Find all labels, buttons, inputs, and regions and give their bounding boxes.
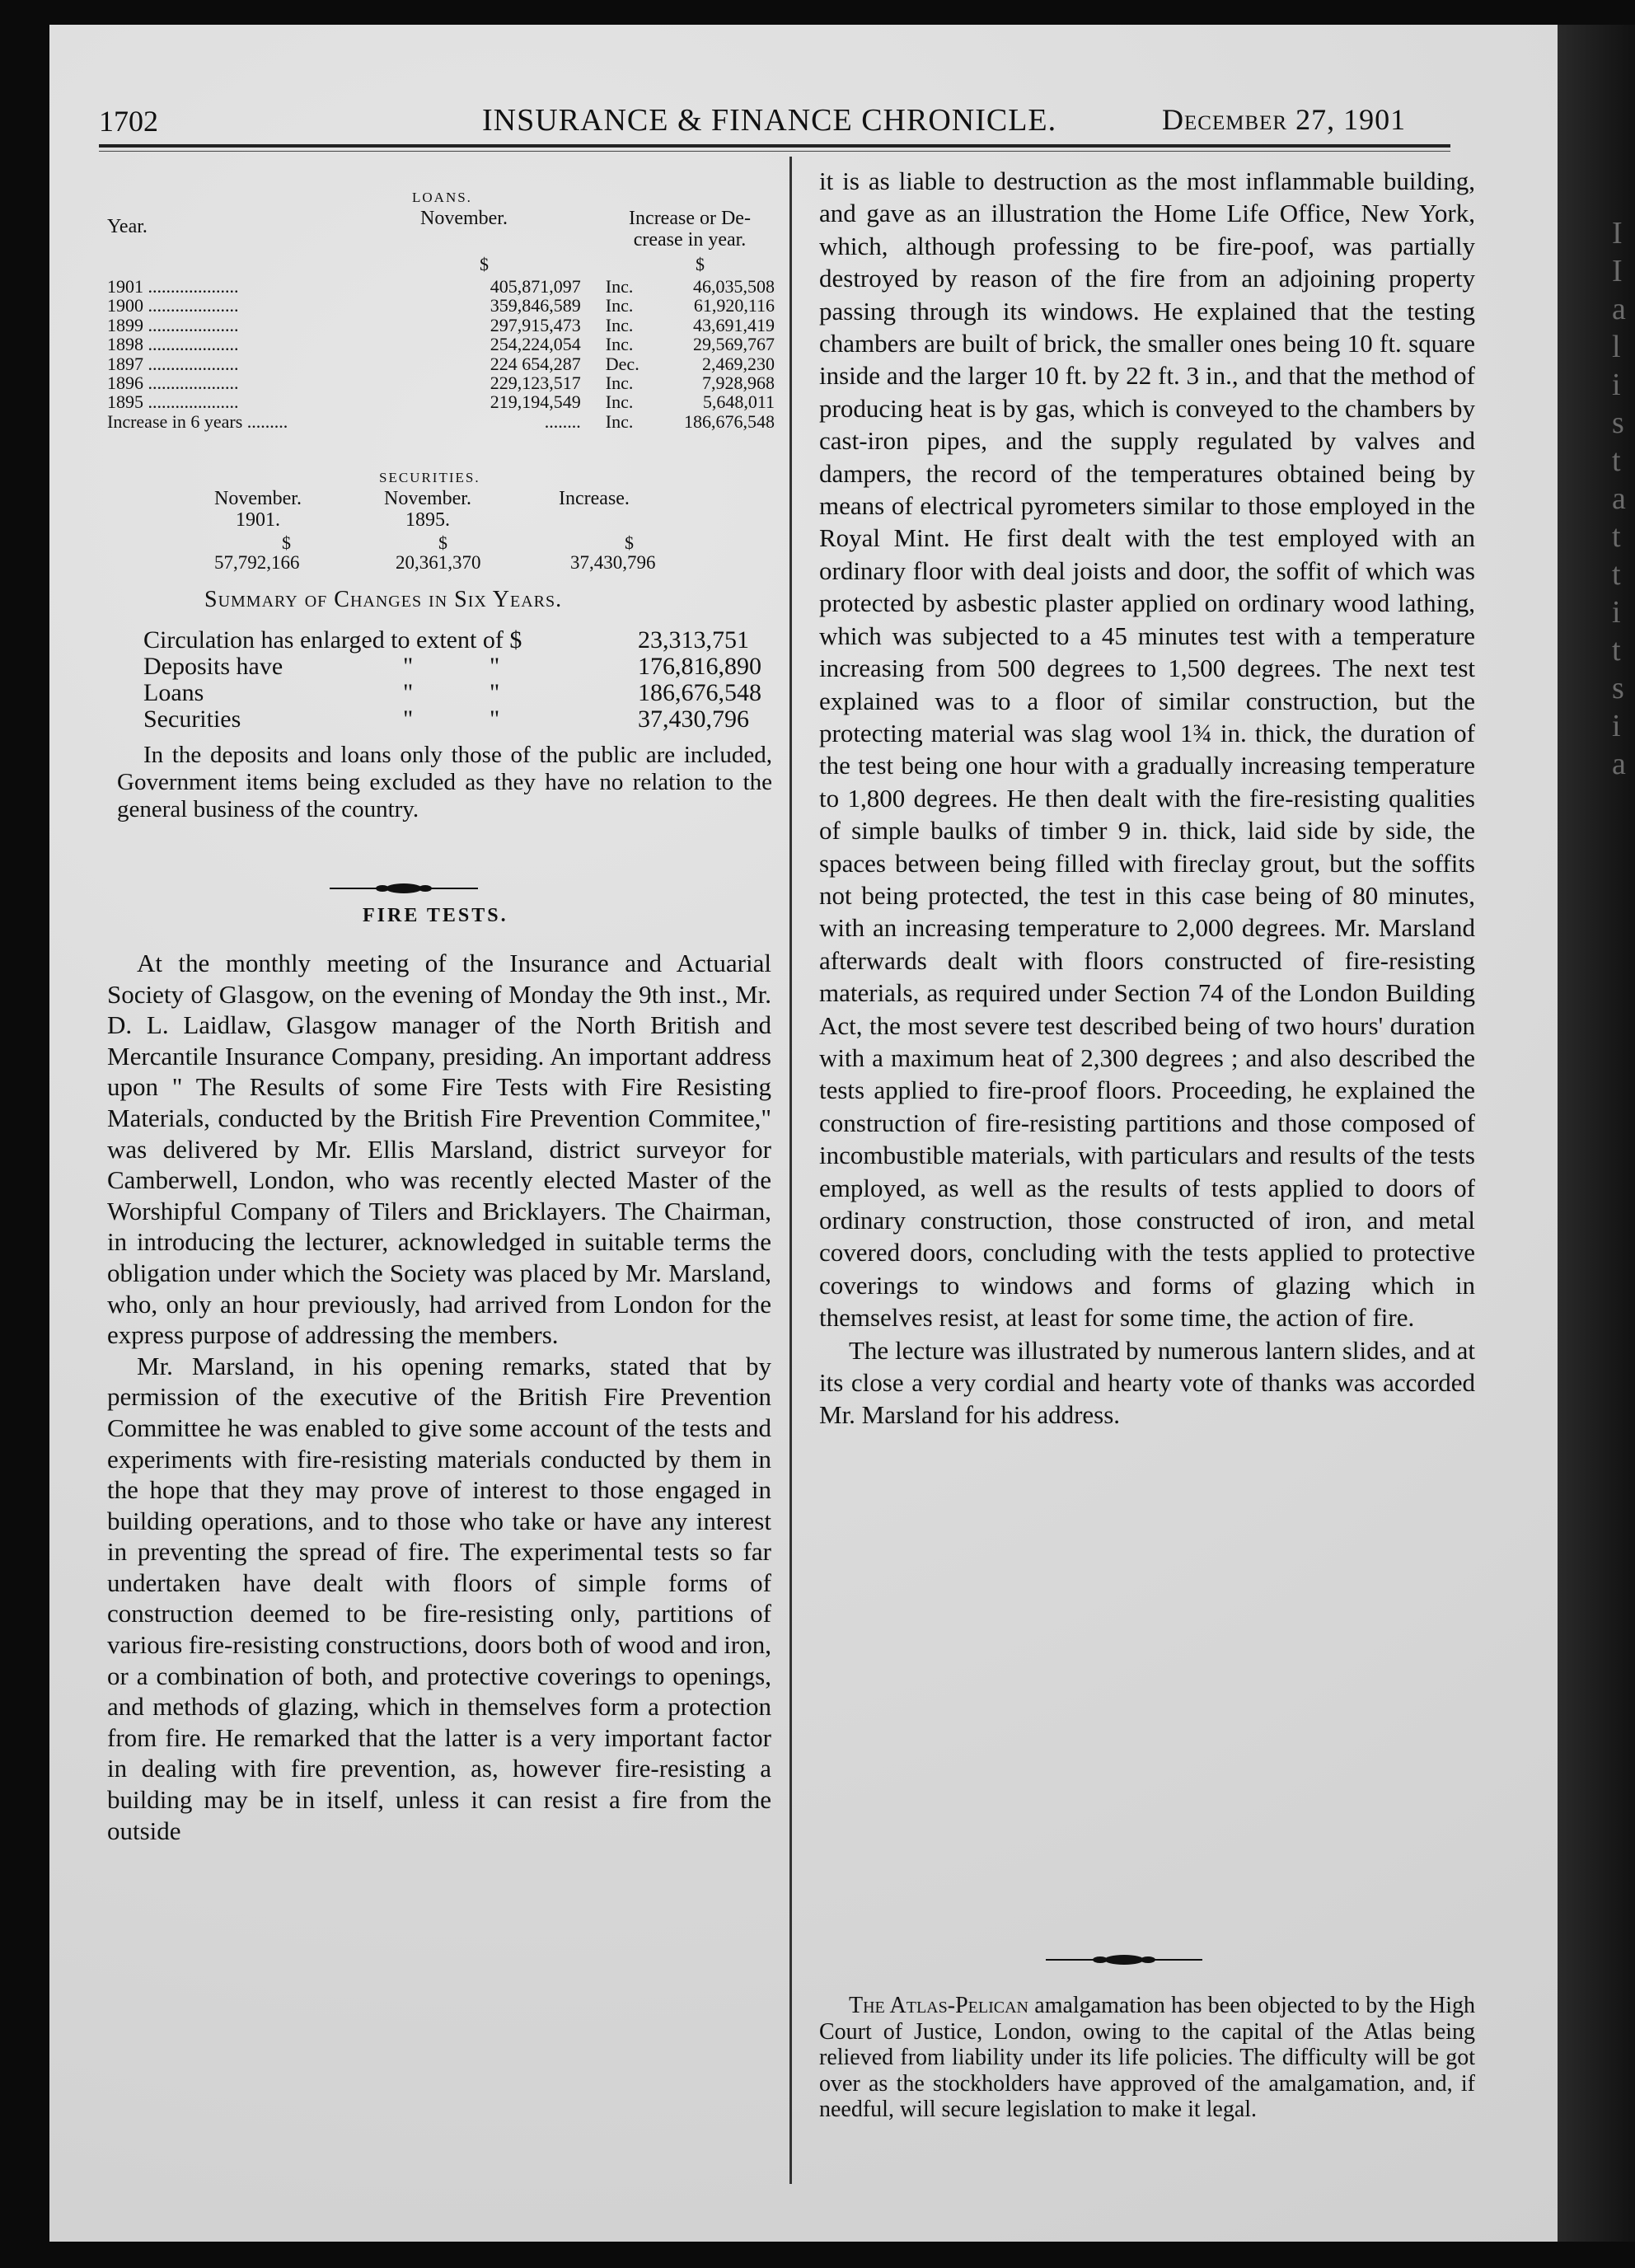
- loans-heading: LOANS.: [412, 190, 472, 205]
- margin-fragment: I: [1612, 216, 1623, 251]
- securities-value-increase: 37,430,796: [570, 552, 656, 573]
- loans-direction: Inc.: [605, 276, 634, 297]
- margin-fragment: I: [1612, 254, 1623, 288]
- securities-col-label: November.: [384, 488, 471, 509]
- margin-fragment: t: [1612, 519, 1621, 554]
- loans-direction: Inc.: [605, 410, 634, 432]
- securities-col-label: November.: [214, 488, 302, 509]
- loans-change: 43,691,419: [693, 314, 775, 335]
- summary-ditto: ": [403, 653, 414, 680]
- summary-value: 23,313,751: [638, 626, 749, 654]
- securities-col-year: 1895.: [405, 509, 450, 531]
- article-paragraph: Mr. Marsland, in his opening remarks, stated that by permission of the executive of the British Fire Prevention Committee he was enabled to give some account of the tests and experiments with fire-resisting materials conducted by them in the hope that they may prove of interest to those engaged in building operations, and to those who take or have any interest in preventing the spread of fire. The experimental tests so far undertaken have dealt with floors of simple forms of construction deemed to be fire-resisting only, partitions of various fire-resisting constructions, doors both of wood and iron, or a combination of both, and protective coverings to openings, and methods of glazing, which in themselves form a protection from fire. He remarked that the latter is a very important factor in dealing with fire prevention, as, however fire-resisting a building may be in itself, unless it can resist a fire from the outside: [107, 1351, 771, 1845]
- table-row: [107, 316, 775, 335]
- section-divider-ornament: [1046, 1953, 1202, 1966]
- summary-row: [143, 705, 770, 733]
- securities-col-year: 1901.: [235, 509, 280, 531]
- summary-ditto: ": [490, 705, 500, 733]
- summary-ditto: ": [403, 705, 414, 733]
- issue-date: December 27, 1901: [1162, 103, 1407, 136]
- margin-fragment: s: [1612, 671, 1624, 705]
- loans-change: 186,676,548: [684, 410, 775, 432]
- article-paragraph: The lecture was illustrated by numerous lantern slides, and at its close a very cordial and hearty vote of thanks was accorded Mr. Marsland for his address.: [819, 1335, 1475, 1430]
- margin-fragment: t: [1612, 633, 1621, 668]
- loans-table: [107, 277, 775, 431]
- summary-ditto: ": [403, 679, 414, 706]
- margin-fragment: t: [1612, 443, 1621, 478]
- summary-ditto: ": [490, 679, 500, 706]
- summary-label: Securities: [143, 705, 241, 733]
- summary-title: Summary of Changes in Six Years.: [204, 587, 563, 612]
- page-header: [99, 96, 1450, 145]
- loans-col-november: November.: [420, 208, 508, 229]
- loans-year: 1897 ....................: [107, 353, 239, 374]
- margin-fragment: l: [1612, 330, 1621, 364]
- loans-amount: 405,871,097: [490, 276, 581, 297]
- summary-label: Loans: [143, 679, 204, 706]
- loans-direction: Dec.: [605, 353, 639, 374]
- article-paragraph: it is as liable to destruction as the most inflammable building, and gave as an illustration the Home Life Office, New York, which, although professing to be fire-poof, was partially destroyed by reason of the fire from an adjoining property passing through its windows. He explained that the testing chambers are built of brick, the smaller ones being 10 ft. square inside and the larger 10 ft. by 22 ft. 3 in., and that the method of producing heat is by gas, which is conveyed to the chambers by cast-iron pipes, and the supply regulated by valves and dampers, the record of the temperatures obtained being by means of electrical pyrometers similar to those employed in the Royal Mint. He first dealt with the test employed with an ordinary floor with deal joists and door, the soffit of which was protected by asbestic plaster applied on ordinary wood lathing, which was subjected to a 45 minutes test with a temperature increasing from 500 degrees to 1,500 degrees. The next test explained was to a floor of similar construction, but the protecting material was slag wool 1¾ in. thick, the duration of the test being one hour with a gradually increasing temperature to 1,800 degrees. He then dealt with the fire-resisting qualities of simple baulks of timber 9 in. thick, laid side by side, the spaces between being filled with fireclay grout, but the soffits not being protected, the test in this case being of 80 minutes, with an increasing temperature to 2,000 degrees. Mr. Marsland afterwards dealt with floors constructed of fire-resisting materials, as required under Section 74 of the London Building Act, the most severe test described being of two hours' duration with a maximum heat of 2,300 degrees ; and also described the tests applied to fire-proof floors. Proceeding, he explained the construction of fire-resisting partitions and those composed of incombustible materials, with particulars and results of the tests employed, as well as the results of tests applied to doors of ordinary construction, those constructed of iron, and metal covered doors, concluding with the tests applied to protective coverings to windows and forms of glazing which in themselves resist, at least for some time, the action of fire.: [819, 166, 1475, 1333]
- summary-ditto: ": [490, 653, 500, 680]
- atlas-text: amalgamation has been objected to by the High Court of Justice, London, owing to the capital of the Atlas being relieved from liability under its life policies. The difficulty will be got over as the stockholders have approved of the amalgamation, and, if needful, will secure legislation to make it legal.: [819, 1993, 1476, 2122]
- loans-amount: ........: [544, 410, 581, 432]
- margin-fragment: i: [1612, 368, 1621, 402]
- loans-direction: Inc.: [605, 373, 634, 394]
- margin-fragment: a: [1612, 747, 1626, 781]
- right-column: [819, 165, 1476, 2122]
- securities-currency: $: [625, 532, 634, 553]
- header-rule-thin: [99, 151, 1450, 152]
- loans-amount: 254,224,054: [490, 334, 581, 355]
- loans-change: 61,920,116: [693, 295, 775, 316]
- adjacent-page-fragments: [1612, 214, 1633, 783]
- securities-col-1895: [384, 488, 471, 531]
- loans-currency-change: $: [696, 254, 705, 274]
- securities-currency: $: [438, 532, 447, 553]
- loans-amount: 224 654,287: [490, 353, 581, 374]
- article-title: FIRE TESTS.: [363, 905, 508, 926]
- loans-direction: Inc.: [605, 334, 634, 355]
- securities-currency: $: [282, 532, 291, 553]
- summary-label: Deposits have: [143, 653, 283, 680]
- margin-fragment: a: [1612, 481, 1626, 516]
- loans-amount: 297,915,473: [490, 314, 581, 335]
- summary-row: [143, 679, 770, 704]
- section-divider-ornament: [330, 882, 478, 895]
- margin-fragment: a: [1612, 292, 1626, 326]
- loans-direction: Inc.: [605, 314, 634, 335]
- table-row-total: [107, 412, 775, 431]
- atlas-pelican-notice: [819, 1993, 1475, 2123]
- header-rule: [99, 144, 1450, 148]
- securities-col-increase: Increase.: [559, 488, 630, 509]
- article-body-left: [107, 948, 771, 1846]
- table-row: [107, 335, 775, 354]
- page-number: 1702: [99, 105, 158, 138]
- securities-col-1901: [214, 488, 302, 531]
- summary-value: 176,816,890: [638, 653, 761, 680]
- atlas-lead: The Atlas-Pelican: [849, 1993, 1028, 2018]
- table-row: [107, 373, 775, 392]
- margin-fragment: i: [1612, 709, 1621, 743]
- loans-direction: Inc.: [605, 295, 634, 316]
- article-paragraph: At the monthly meeting of the Insurance and Actuarial Society of Glasgow, on the evening of Monday the 9th inst., Mr. D. L. Laidlaw, Glasgow manager of the North British and Mercantile Insurance Company, presiding. An important address upon " The Results of some Fire Tests with Fire Resisting Materials, conducted by the British Fire Prevention Commitee," was delivered by Mr. Ellis Marsland, district surveyor for Camberwell, London, who was recently elected Master of the Worshipful Company of Tilers and Bricklayers. The Chairman, in introducing the lecturer, acknowledged in suitable terms the obligation under which the Society was placed by Mr. Marsland, who, only an hour previously, had arrived from London for the express purpose of addressing the members.: [107, 949, 771, 1350]
- loans-year: 1898 ....................: [107, 334, 239, 355]
- column-divider: [789, 157, 792, 2184]
- loans-year: Increase in 6 years .........: [107, 410, 288, 432]
- loans-col-change-line2: crease in year.: [633, 229, 747, 251]
- table-row: [107, 354, 775, 373]
- loans-currency-amount: $: [480, 254, 489, 274]
- loans-year: 1895 ....................: [107, 391, 239, 413]
- loans-change: 2,469,230: [702, 353, 775, 374]
- table-row: [107, 296, 775, 315]
- summary-note: In the deposits and loans only those of the public are included, Government items being excluded as they have no relation to the general business of the country.: [117, 742, 772, 822]
- loans-amount: 359,846,589: [490, 295, 581, 316]
- loans-col-change-line1: Increase or De-: [629, 208, 751, 229]
- loans-change: 5,648,011: [702, 391, 775, 413]
- securities-value-1901: 57,792,166: [214, 552, 300, 573]
- loans-amount: 219,194,549: [490, 391, 581, 413]
- article-body-right: [819, 165, 1475, 1432]
- loans-direction: Inc.: [605, 391, 634, 413]
- loans-change: 7,928,968: [702, 373, 775, 394]
- margin-fragment: i: [1612, 595, 1621, 630]
- loans-col-year: Year.: [107, 216, 148, 237]
- loans-year: 1900 ....................: [107, 295, 239, 316]
- loans-amount: 229,123,517: [490, 373, 581, 394]
- loans-year: 1901 ....................: [107, 276, 239, 297]
- table-row: [107, 277, 775, 296]
- loans-col-change: [611, 208, 768, 251]
- securities-heading: SECURITIES.: [379, 470, 480, 485]
- summary-row: [143, 626, 770, 654]
- loans-year: 1896 ....................: [107, 373, 239, 394]
- loans-change: 46,035,508: [693, 276, 775, 297]
- summary-row: [143, 653, 770, 680]
- margin-fragment: t: [1612, 557, 1621, 592]
- summary-label: Circulation has enlarged to extent of $: [143, 626, 522, 654]
- summary-value: 186,676,548: [638, 679, 761, 706]
- publication-title: INSURANCE & FINANCE CHRONICLE.: [482, 103, 1057, 138]
- table-row: [107, 392, 775, 411]
- margin-fragment: s: [1612, 405, 1624, 440]
- loans-change: 29,569,767: [693, 334, 775, 355]
- summary-value: 37,430,796: [638, 705, 749, 733]
- loans-year: 1899 ....................: [107, 314, 239, 335]
- securities-value-1895: 20,361,370: [396, 552, 481, 573]
